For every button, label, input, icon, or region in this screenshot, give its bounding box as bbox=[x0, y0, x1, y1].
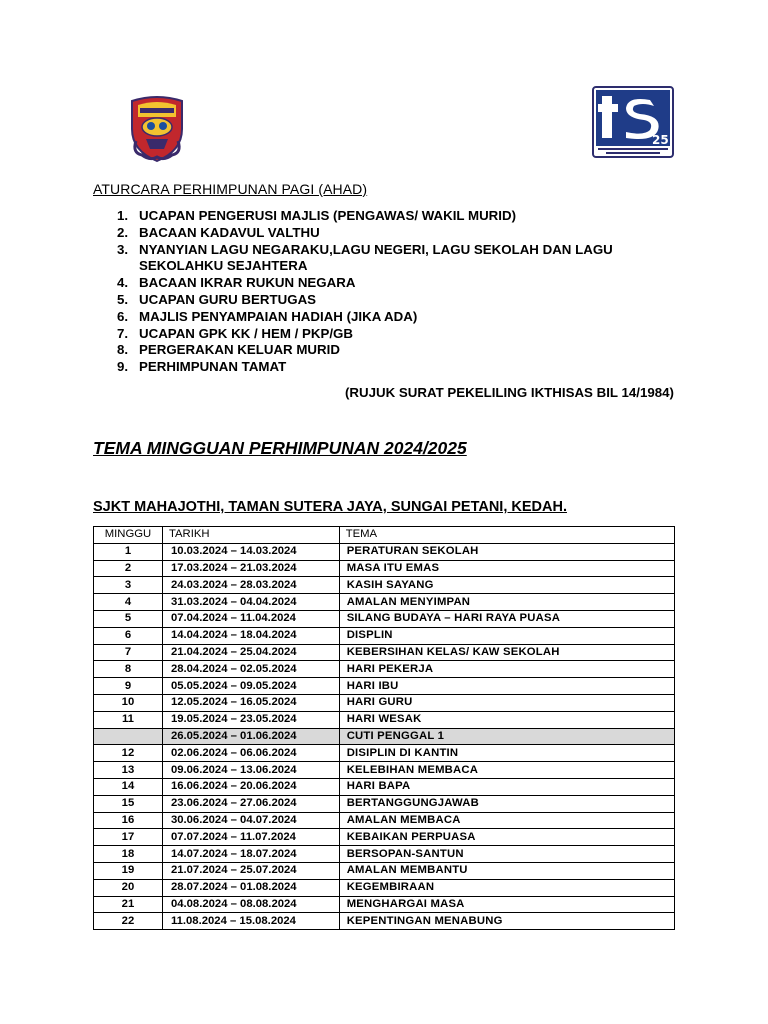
cell-theme: KEGEMBIRAAN bbox=[339, 879, 674, 896]
agenda-item bbox=[117, 242, 677, 276]
cell-date: 04.08.2024 – 08.08.2024 bbox=[162, 896, 339, 913]
table-row bbox=[94, 745, 675, 762]
circular-reference: (RUJUK SURAT PEKELILING IKTHISAS BIL 14/1984) bbox=[344, 385, 674, 400]
table-row bbox=[94, 644, 675, 661]
table-row bbox=[94, 762, 675, 779]
cell-week: 15 bbox=[94, 795, 163, 812]
cell-theme: AMALAN MEMBANTU bbox=[339, 862, 674, 879]
cell-week: 6 bbox=[94, 627, 163, 644]
agenda-item-number: 2. bbox=[117, 224, 129, 240]
agenda-item-number: 7. bbox=[117, 325, 129, 341]
cell-date: 16.06.2024 – 20.06.2024 bbox=[162, 778, 339, 795]
agenda-item bbox=[117, 275, 677, 292]
header-week: MINGGU bbox=[94, 527, 163, 544]
agenda-item-text: PERGERAKAN KELUAR MURID bbox=[139, 342, 340, 358]
cell-week: 3 bbox=[94, 577, 163, 594]
cell-date: 23.06.2024 – 27.06.2024 bbox=[162, 795, 339, 812]
cell-week: 5 bbox=[94, 610, 163, 627]
cell-theme: HARI BAPA bbox=[339, 778, 674, 795]
agenda-item-text: MAJLIS PENYAMPAIAN HADIAH (JIKA ADA) bbox=[139, 308, 418, 324]
cell-theme: DISPLIN bbox=[339, 627, 674, 644]
agenda-item-text: UCAPAN PENGERUSI MAJLIS (PENGAWAS/ WAKIL MURID) bbox=[139, 208, 517, 223]
agenda-item bbox=[117, 208, 677, 225]
cell-theme: BERTANGGUNGJAWAB bbox=[339, 795, 674, 812]
cell-week: 19 bbox=[94, 862, 163, 879]
cell-week: 7 bbox=[94, 644, 163, 661]
agenda-item-text: BACAAN IKRAR RUKUN NEGARA bbox=[139, 275, 356, 291]
agenda-item-text: PERHIMPUNAN TAMAT bbox=[139, 359, 287, 375]
cell-week: 20 bbox=[94, 879, 163, 896]
cell-date: 21.07.2024 – 25.07.2024 bbox=[162, 862, 339, 879]
cell-week: 13 bbox=[94, 762, 163, 779]
cell-date: 19.05.2024 – 23.05.2024 bbox=[162, 711, 339, 728]
cell-theme: BERSOPAN-SANTUN bbox=[339, 846, 674, 863]
table-row bbox=[94, 812, 675, 829]
cell-week: 10 bbox=[94, 694, 163, 711]
cell-week: 16 bbox=[94, 812, 163, 829]
cell-theme: HARI GURU bbox=[339, 694, 674, 711]
header-date: TARIKH bbox=[162, 527, 339, 544]
cell-theme: HARI PEKERJA bbox=[339, 661, 674, 678]
agenda-item bbox=[117, 309, 677, 326]
cell-date: 26.05.2024 – 01.06.2024 bbox=[162, 728, 339, 745]
cell-week: 12 bbox=[94, 745, 163, 762]
agenda-item-number: 1. bbox=[117, 208, 129, 223]
agenda-item-text: NYANYIAN LAGU NEGARAKU,LAGU NEGERI, LAGU SEKOLAH DAN LAGU SEKOLAHKU SEJAHTERA bbox=[139, 241, 613, 274]
cell-week: 1 bbox=[94, 543, 163, 560]
table-row bbox=[94, 795, 675, 812]
table-row bbox=[94, 627, 675, 644]
cell-theme: AMALAN MENYIMPAN bbox=[339, 594, 674, 611]
table-row bbox=[94, 678, 675, 695]
cell-theme: AMALAN MEMBACA bbox=[339, 812, 674, 829]
cell-date: 24.03.2024 – 28.03.2024 bbox=[162, 577, 339, 594]
agenda-item bbox=[117, 359, 677, 376]
cell-week: 2 bbox=[94, 560, 163, 577]
cell-date: 12.05.2024 – 16.05.2024 bbox=[162, 694, 339, 711]
cell-theme: PERATURAN SEKOLAH bbox=[339, 543, 674, 560]
cell-theme: MENGHARGAI MASA bbox=[339, 896, 674, 913]
agenda-item-text: UCAPAN GPK KK / HEM / PKP/GB bbox=[139, 325, 353, 341]
cell-date: 09.06.2024 – 13.06.2024 bbox=[162, 762, 339, 779]
cell-date: 05.05.2024 – 09.05.2024 bbox=[162, 678, 339, 695]
cell-date: 31.03.2024 – 04.04.2024 bbox=[162, 594, 339, 611]
ts25-logo-icon bbox=[592, 86, 674, 158]
agenda-item-text: UCAPAN GURU BERTUGAS bbox=[139, 291, 317, 307]
agenda-item-number: 5. bbox=[117, 291, 129, 307]
theme-title: TEMA MINGGUAN PERHIMPUNAN 2024/2025 bbox=[93, 438, 467, 458]
table-row bbox=[94, 560, 675, 577]
agenda-item-text: BACAAN KADAVUL VALTHU bbox=[139, 224, 320, 240]
agenda-item-number: 4. bbox=[117, 275, 129, 291]
school-name: SJKT MAHAJOTHI, TAMAN SUTERA JAYA, SUNGAI PETANI, KEDAH. bbox=[93, 499, 567, 515]
cell-theme: HARI WESAK bbox=[339, 711, 674, 728]
cell-date: 14.07.2024 – 18.07.2024 bbox=[162, 846, 339, 863]
header-theme: TEMA bbox=[339, 527, 674, 544]
cell-theme: SILANG BUDAYA – HARI RAYA PUASA bbox=[339, 610, 674, 627]
cell-theme: KEBERSIHAN KELAS/ KAW SEKOLAH bbox=[339, 644, 674, 661]
cell-theme: DISIPLIN DI KANTIN bbox=[339, 745, 674, 762]
table-row bbox=[94, 879, 675, 896]
cell-week: 21 bbox=[94, 896, 163, 913]
school-crest-icon bbox=[128, 95, 186, 163]
agenda-item-number: 6. bbox=[117, 308, 129, 324]
agenda-item bbox=[117, 342, 677, 359]
agenda-item-number: 8. bbox=[117, 342, 129, 358]
table-row bbox=[94, 577, 675, 594]
cell-theme: KEPENTINGAN MENABUNG bbox=[339, 913, 674, 930]
table-row bbox=[94, 661, 675, 678]
table-row bbox=[94, 846, 675, 863]
table-row bbox=[94, 913, 675, 930]
table-row bbox=[94, 896, 675, 913]
cell-theme: KELEBIHAN MEMBACA bbox=[339, 762, 674, 779]
cell-date: 21.04.2024 – 25.04.2024 bbox=[162, 644, 339, 661]
table-row bbox=[94, 694, 675, 711]
cell-theme: HARI IBU bbox=[339, 678, 674, 695]
holiday-row bbox=[94, 728, 675, 745]
cell-theme: MASA ITU EMAS bbox=[339, 560, 674, 577]
cell-theme: KASIH SAYANG bbox=[339, 577, 674, 594]
cell-date: 07.04.2024 – 11.04.2024 bbox=[162, 610, 339, 627]
cell-date: 17.03.2024 – 21.03.2024 bbox=[162, 560, 339, 577]
table-row bbox=[94, 594, 675, 611]
agenda-item bbox=[117, 292, 677, 309]
table-row bbox=[94, 711, 675, 728]
ts25-numeral: 25 bbox=[652, 133, 669, 147]
cell-week: 22 bbox=[94, 913, 163, 930]
agenda-item-number: 3. bbox=[117, 241, 129, 257]
table-row bbox=[94, 543, 675, 560]
cell-date: 28.07.2024 – 01.08.2024 bbox=[162, 879, 339, 896]
table-row bbox=[94, 778, 675, 795]
cell-week: 8 bbox=[94, 661, 163, 678]
cell-week: 17 bbox=[94, 829, 163, 846]
agenda-item bbox=[117, 225, 677, 242]
cell-week: 11 bbox=[94, 711, 163, 728]
cell-theme: KEBAIKAN PERPUASA bbox=[339, 829, 674, 846]
table-row bbox=[94, 862, 675, 879]
cell-date: 28.04.2024 – 02.05.2024 bbox=[162, 661, 339, 678]
agenda-list bbox=[117, 208, 677, 376]
table-row bbox=[94, 829, 675, 846]
cell-week bbox=[94, 728, 163, 745]
table-header-row bbox=[94, 527, 675, 544]
cell-date: 11.08.2024 – 15.08.2024 bbox=[162, 913, 339, 930]
cell-week: 4 bbox=[94, 594, 163, 611]
cell-week: 14 bbox=[94, 778, 163, 795]
agenda-heading: ATURCARA PERHIMPUNAN PAGI (AHAD) bbox=[93, 181, 368, 197]
cell-date: 14.04.2024 – 18.04.2024 bbox=[162, 627, 339, 644]
cell-date: 30.06.2024 – 04.07.2024 bbox=[162, 812, 339, 829]
cell-date: 02.06.2024 – 06.06.2024 bbox=[162, 745, 339, 762]
table-row bbox=[94, 610, 675, 627]
agenda-item bbox=[117, 326, 677, 343]
cell-theme: CUTI PENGGAL 1 bbox=[339, 728, 674, 745]
agenda-item-number: 9. bbox=[117, 359, 129, 375]
cell-week: 9 bbox=[94, 678, 163, 695]
weekly-theme-table bbox=[93, 526, 675, 930]
cell-date: 07.07.2024 – 11.07.2024 bbox=[162, 829, 339, 846]
cell-week: 18 bbox=[94, 846, 163, 863]
cell-date: 10.03.2024 – 14.03.2024 bbox=[162, 543, 339, 560]
